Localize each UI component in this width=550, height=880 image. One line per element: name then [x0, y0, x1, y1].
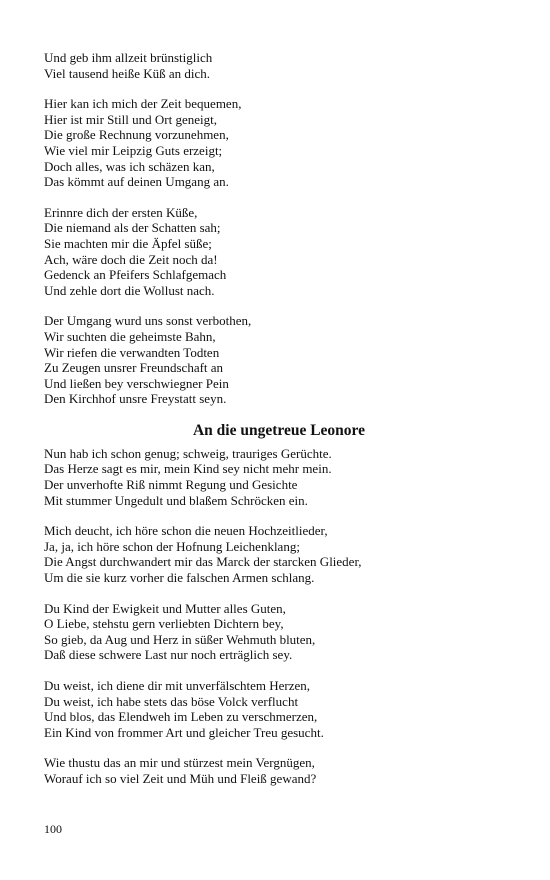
verse-line: Und ließen bey verschwiegner Pein: [44, 375, 229, 391]
stanza: [44, 523, 514, 585]
stanza: [44, 446, 514, 508]
verse-line: O Liebe, stehstu gern verliebten Dichtern bey,: [44, 616, 284, 632]
verse-line: Viel tausend heiße Küß an dich.: [44, 65, 211, 81]
verse-line: Sie machten mir die Äpfel süße;: [44, 235, 212, 251]
verse-line: Du weist, ich diene dir mit unverfälschtem Herzen,: [44, 678, 311, 693]
verse-line: Worauf ich so viel Zeit und Müh und Fleiß gewand?: [44, 770, 317, 786]
stanza: [44, 313, 514, 407]
page-number: 100: [44, 822, 62, 836]
verse-line: Nun hab ich schon genug; schweig, trauriges Gerüchte.: [44, 445, 332, 461]
verse-line: Der Umgang wurd uns sonst verbothen,: [44, 313, 252, 329]
verse-line: Du weist, ich habe stets das böse Volck verflucht: [44, 693, 299, 709]
verse-line: Daß diese schwere Last nur noch erträglich sey.: [44, 647, 293, 663]
verse-line: Der unverhofte Riß nimmt Regung und Gesichte: [44, 477, 298, 493]
verse-line: Das Herze sagt es mir, mein Kind sey nicht mehr mein.: [44, 461, 332, 477]
stanza: [44, 96, 514, 190]
stanza: [44, 50, 514, 81]
verse-line: Wie thustu das an mir und stürzest mein Vergnügen,: [44, 755, 315, 771]
verse-line: Wir riefen die verwandten Todten: [44, 344, 220, 360]
verse-line: Mich deucht, ich höre schon die neuen Hochzeitlieder,: [44, 523, 328, 539]
verse-line: Die niemand als der Schatten sah;: [44, 220, 221, 236]
verse-line: Die große Rechnung vorzunehmen,: [44, 127, 229, 143]
verse-line: Zu Zeugen unsrer Freundschaft an: [44, 360, 224, 376]
verse-line: Wie viel mir Leipzig Guts erzeigt;: [44, 142, 223, 158]
verse-line: Mit stummer Ungedult und blaßem Schröcken ein.: [44, 492, 308, 508]
stanza: [44, 601, 514, 663]
verse-line: Hier kan ich mich der Zeit bequemen,: [44, 96, 242, 112]
poem-an-die-ungetreue-leonore: [44, 446, 514, 787]
verse-line: Ach, wäre doch die Zeit noch da!: [44, 251, 218, 267]
verse-line: Erinnre dich der ersten Küße,: [44, 204, 198, 220]
page-body: [44, 50, 514, 802]
verse-line: Und geb ihm allzeit brünstiglich: [44, 50, 213, 65]
stanza: [44, 678, 514, 740]
verse-line: Das kömmt auf deinen Umgang an.: [44, 174, 229, 190]
poem-continuation: [44, 50, 514, 407]
verse-line: Wir suchten die geheimste Bahn,: [44, 328, 216, 344]
verse-line: Und blos, das Elendweh im Leben zu verschmerzen,: [44, 709, 318, 725]
verse-line: Ein Kind von frommer Art und gleicher Treu gesucht.: [44, 724, 324, 740]
stanza: [44, 755, 514, 786]
verse-line: Die Angst durchwandert mir das Marck der starcken Glieder,: [44, 554, 362, 570]
verse-line: Doch alles, was ich schäzen kan,: [44, 158, 215, 174]
verse-line: Den Kirchhof unsre Freystatt seyn.: [44, 391, 227, 407]
verse-line: So gieb, da Aug und Herz in süßer Wehmuth bluten,: [44, 631, 316, 647]
verse-line: Gedenck an Pfeifers Schlafgemach: [44, 267, 227, 283]
stanza: [44, 205, 514, 299]
verse-line: Hier ist mir Still und Ort geneigt,: [44, 111, 217, 127]
verse-line: Und zehle dort die Wollust nach.: [44, 282, 215, 298]
verse-line: Um die sie kurz vorher die falschen Armen schlang.: [44, 570, 315, 586]
poem-title: An die ungetreue Leonore: [192, 421, 366, 439]
verse-line: Du Kind der Ewigkeit und Mutter alles Guten,: [44, 600, 286, 616]
verse-line: Ja, ja, ich höre schon der Hofnung Leichenklang;: [44, 538, 300, 554]
